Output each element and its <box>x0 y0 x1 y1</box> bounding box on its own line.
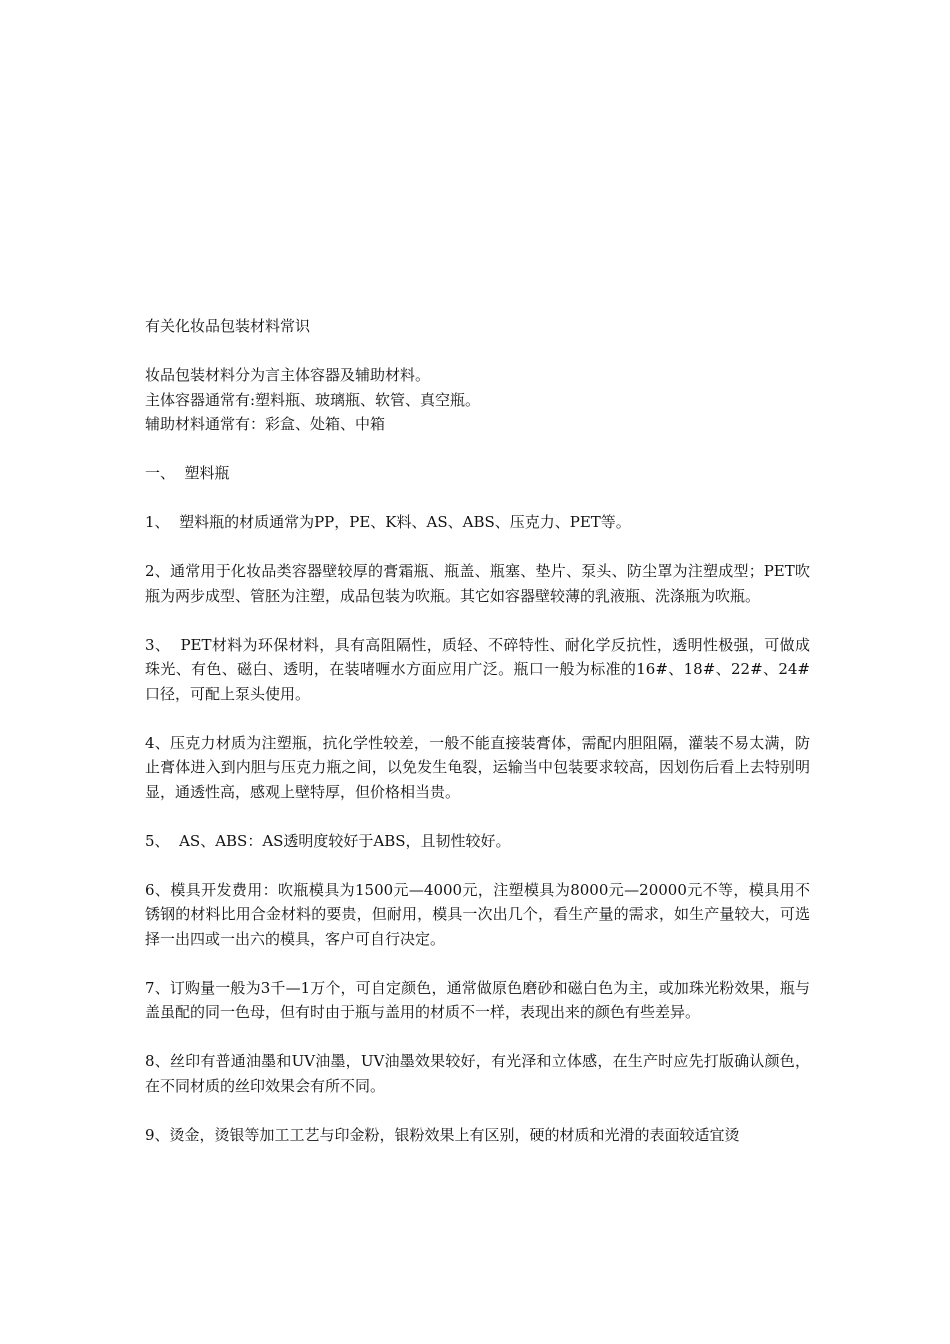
spacer <box>145 535 810 560</box>
document-title: 有关化妆品包装材料常识 <box>145 317 311 335</box>
intro-line: 妆品包装材料分为言主体容器及辅助材料。 <box>145 366 431 384</box>
paragraph-7: 7、订购量一般为3千—1万个，可自定颜色，通常做原色磨砂和磁白色为主，或加珠光粉效果，瓶与盖虽配的同一色母，但有时由于瓶与盖用的材质不一样，表现出来的颜色有些差异。 <box>145 978 810 1021</box>
intro-line: 主体容器通常有:塑料瓶、玻璃瓶、软管、真空瓶。 <box>145 390 481 409</box>
spacer <box>145 1025 810 1050</box>
paragraph-1: 1、 塑料瓶的材质通常为PP，PE、K料、AS、ABS、压克力、PET等。 <box>145 513 631 531</box>
spacer <box>145 486 810 511</box>
spacer <box>145 951 810 976</box>
spacer <box>145 1098 810 1123</box>
paragraph-6: 6、模具开发费用：吹瓶模具为1500元—4000元，注塑模具为8000元—20000元不等，模具用不锈钢的材料比用合金材料的要贵，但耐用，模具一次出几个，看生产量的需求，如生产量较大，可选择一出四或一出六的模具，客户可自行决定。 <box>145 880 810 948</box>
paragraph-4: 4、压克力材质为注塑瓶，抗化学性较差，一般不能直接装膏体，需配内胆阻隔，灌装不易太满，防止膏体进入到内胆与压克力瓶之间，以免发生龟裂，运输当中包装要求较高，因划伤后看上去特别明显，通透性高，感观上壁特厚，但价格相当贵。 <box>145 733 810 801</box>
spacer <box>145 437 810 462</box>
spacer <box>145 804 810 829</box>
section-heading: 一、 塑料瓶 <box>145 464 230 482</box>
paragraph-5: 5、 AS、ABS：AS透明度较好于ABS，且韧性较好。 <box>145 831 511 850</box>
spacer <box>145 339 810 364</box>
spacer <box>145 706 810 731</box>
spacer <box>145 608 810 633</box>
paragraph-9: 9、烫金，烫银等加工工艺与印金粉，银粉效果上有区别，硬的材质和光滑的表面较适宜烫 <box>145 1125 740 1144</box>
paragraph-3: 3、 PET材料为环保材料，具有高阻隔性，质轻、不碎特性、耐化学反抗性，透明性极强，可做成珠光、有色、磁白、透明，在装啫喱水方面应用广泛。瓶口一般为标准的16#、18#、22#、24#口径，可配上泵头使用。 <box>145 635 810 703</box>
intro-line: 辅助材料通常有：彩盒、处箱、中箱 <box>145 415 386 433</box>
spacer <box>145 853 810 878</box>
paragraph-8: 8、丝印有普通油墨和UV油墨，UV油墨效果较好，有光泽和立体感，在生产时应先打版确认颜色，在不同材质的丝印效果会有所不同。 <box>145 1052 810 1095</box>
paragraph-2: 2、通常用于化妆品类容器壁较厚的膏霜瓶、瓶盖、瓶塞、垫片、泵头、防尘罩为注塑成型；PET吹瓶为两步成型、管胚为注塑，成品包装为吹瓶。其它如容器壁较薄的乳液瓶、洗涤瓶为吹瓶。 <box>145 562 810 605</box>
document-page <box>145 314 810 1147</box>
